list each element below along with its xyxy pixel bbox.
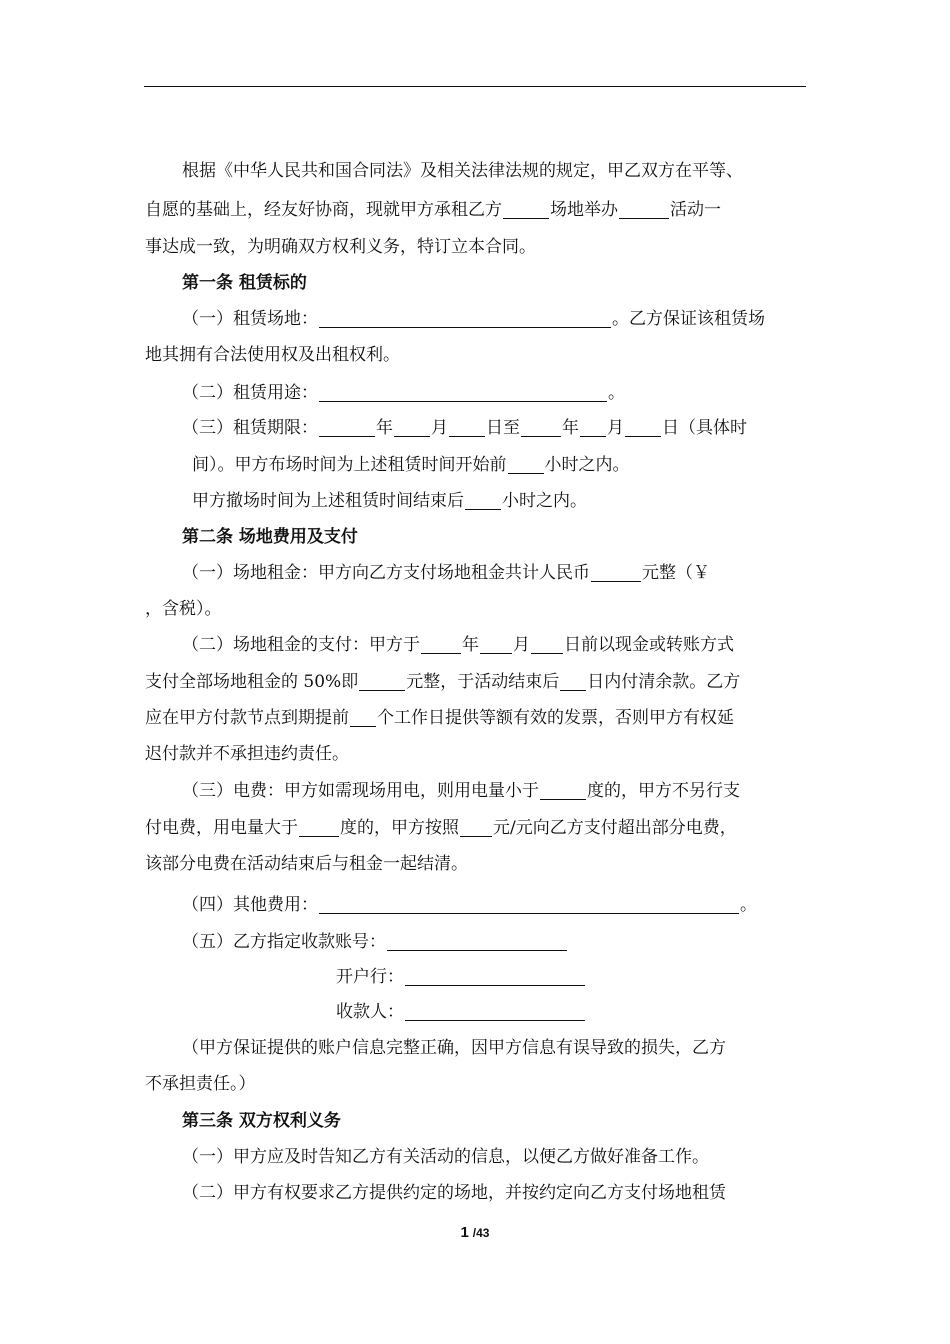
payee-line: 收款人： xyxy=(336,997,586,1027)
blank-start-year[interactable] xyxy=(319,416,375,437)
blank-deposit-amount[interactable] xyxy=(359,670,405,691)
article-1-item-3: （三）租赁期限： 年 月 日至 年 月 日（具体时 xyxy=(182,418,747,438)
blank-start-day[interactable] xyxy=(449,416,485,437)
article-1-item-2: （二）租赁用途： 。 xyxy=(182,383,625,403)
blank-rental-purpose[interactable] xyxy=(319,381,607,402)
article-3-item-1: （一）甲方应及时告知乙方有关活动的信息，以便乙方做好准备工作。 xyxy=(182,1147,709,1167)
blank-power-threshold[interactable] xyxy=(540,779,586,800)
blank-start-month[interactable] xyxy=(394,416,430,437)
article-3-item-2: （二）甲方有权要求乙方提供约定的场地，并按约定向乙方支付场地租赁 xyxy=(182,1183,726,1203)
article-2-item-3-cont-2: 该部分电费在活动结束后与租金一起结清。 xyxy=(145,854,468,874)
article-2-item-1: （一）场地租金：甲方向乙方支付场地租金共计人民币 元整（￥ xyxy=(182,563,710,583)
article-2-item-3: （三）电费：甲方如需现场用电，则用电量小于 度的，甲方不另行支 xyxy=(182,781,740,801)
blank-venue[interactable] xyxy=(503,198,549,219)
blank-balance-days[interactable] xyxy=(560,670,586,691)
preamble-line-3: 事达成一致，为明确双方权利义务，特订立本合同。 xyxy=(145,237,536,257)
article-1-title: 第一条 租赁标的 xyxy=(182,273,307,293)
blank-payee[interactable] xyxy=(405,1000,585,1021)
blank-end-month[interactable] xyxy=(580,416,606,437)
article-2-item-4: （四）其他费用： 。 xyxy=(182,895,757,915)
article-2-item-1-cont: ，含税）。 xyxy=(145,599,222,619)
blank-rental-venue[interactable] xyxy=(319,307,611,328)
article-2-title: 第二条 场地费用及支付 xyxy=(182,527,358,547)
article-2-item-3-cont-1: 付电费，用电量大于 度的，甲方按照 元/元向乙方支付超出部分电费， xyxy=(145,818,737,838)
blank-end-day[interactable] xyxy=(625,416,661,437)
article-1-item-3-setup: 间）。甲方布场时间为上述租赁时间开始前 小时之内。 xyxy=(192,455,630,475)
article-3-title: 第三条 双方权利义务 xyxy=(182,1111,341,1131)
article-1-item-1-cont: 地其拥有合法使用权及出租权利。 xyxy=(145,345,400,365)
preamble-line-2: 自愿的基础上，经友好协商，现就甲方承租乙方 场地举办 活动一 xyxy=(145,200,721,220)
page-number xyxy=(0,1224,950,1241)
article-2-item-2-cont-2: 应在甲方付款节点到期提前 个工作日提供等额有效的发票，否则甲方有权延 xyxy=(145,708,734,728)
blank-rent-amount[interactable] xyxy=(591,561,641,582)
article-2-item-2-cont-3: 迟付款并不承担违约责任。 xyxy=(145,744,349,764)
blank-other-fees[interactable] xyxy=(319,893,739,914)
blank-end-year[interactable] xyxy=(521,416,561,437)
blank-pay-month[interactable] xyxy=(480,633,512,654)
header-rule xyxy=(144,86,806,87)
total-pages: /43 xyxy=(472,1226,490,1240)
blank-account-number[interactable] xyxy=(387,930,567,951)
blank-teardown-hours[interactable] xyxy=(465,489,501,510)
blank-invoice-days[interactable] xyxy=(350,706,376,727)
blank-power-rate[interactable] xyxy=(460,816,492,837)
account-note-line-1: （甲方保证提供的账户信息完整正确，因甲方信息有误导致的损失，乙方 xyxy=(182,1038,726,1058)
article-1-item-1: （一）租赁场地： 。乙方保证该租赁场 xyxy=(182,309,765,329)
preamble-line-1: 根据《中华人民共和国合同法》及相关法律法规的规定，甲乙双方在平等、 xyxy=(182,161,743,181)
blank-activity[interactable] xyxy=(619,198,669,219)
blank-pay-year[interactable] xyxy=(421,633,461,654)
blank-bank[interactable] xyxy=(405,965,585,986)
current-page: 1 xyxy=(460,1224,469,1241)
account-note-line-2: 不承担责任。） xyxy=(145,1074,256,1094)
bank-line: 开户行： xyxy=(336,962,586,992)
article-2-item-5: （五）乙方指定收款账号： xyxy=(182,927,568,957)
blank-setup-hours[interactable] xyxy=(508,453,544,474)
article-2-item-2-cont-1: 支付全部场地租金的 50%即 元整，于活动结束后 日内付清余款。乙方 xyxy=(145,672,741,692)
article-1-item-3-teardown: 甲方撤场时间为上述租赁时间结束后 小时之内。 xyxy=(192,491,587,511)
blank-power-over[interactable] xyxy=(299,816,339,837)
article-2-item-2: （二）场地租金的支付：甲方于 年 月 日前以现金或转账方式 xyxy=(182,635,734,655)
blank-pay-day[interactable] xyxy=(531,633,563,654)
